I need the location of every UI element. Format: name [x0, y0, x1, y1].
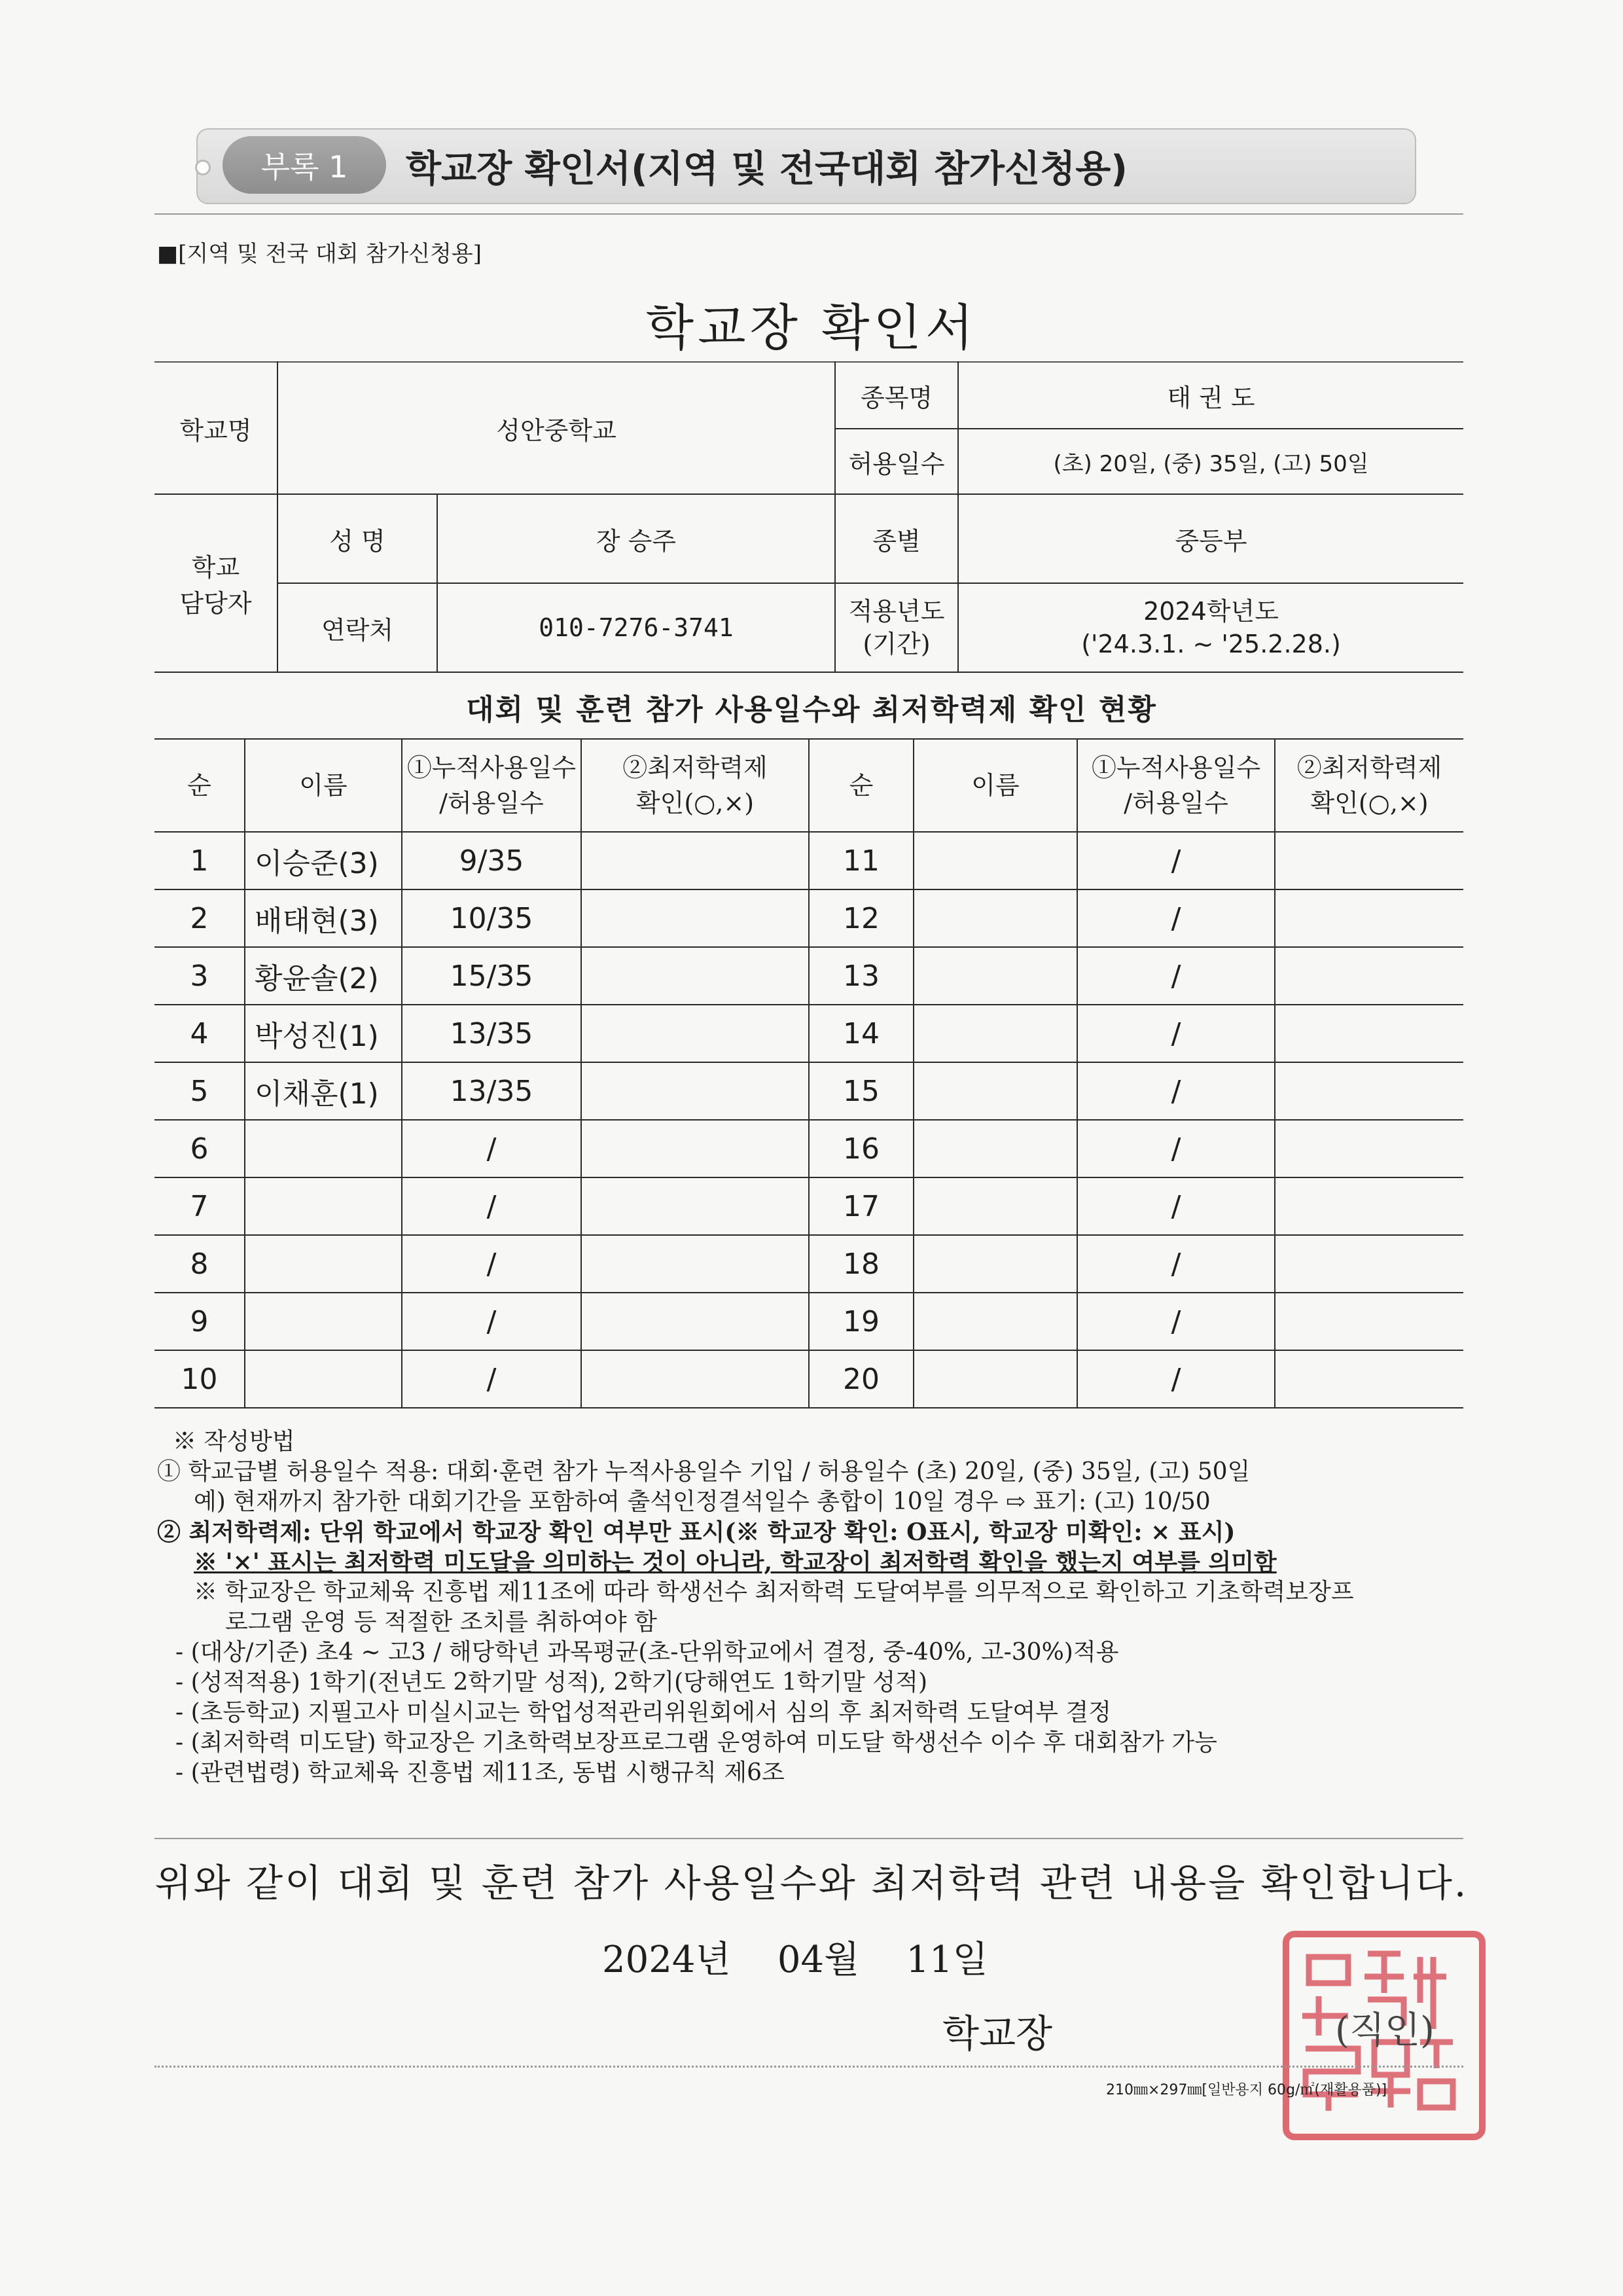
- header-days-right: [1077, 739, 1275, 832]
- table-row: [154, 889, 1463, 947]
- note-3: ※ '×' 표시는 최저학력 미도달을 의미하는 것이 아니라, 학교장이 최저학력 확인을 했는지 여부를 의미함: [194, 1549, 1277, 1576]
- appendix-tag: 부록 1: [223, 136, 386, 194]
- row-no: 18: [809, 1235, 914, 1293]
- note-4a: ※ 학교장은 학교체육 진흥법 제11조에 따라 학생선수 최저학력 도달여부를 의무적으로 확인하고 기초학력보장프: [194, 1579, 1354, 1605]
- row-days: 13/35: [402, 1005, 581, 1062]
- header-no-right: 순: [809, 739, 914, 832]
- row-days: /: [1077, 1005, 1275, 1062]
- division-label: 종별: [835, 494, 958, 583]
- header-rule: [154, 213, 1463, 215]
- header-academic-line2: 확인(○,×): [635, 789, 755, 817]
- row-no: 13: [809, 947, 914, 1005]
- note-bullet-2: - (성적적용) 1학기(전년도 2학기말 성적), 2학기(당해연도 1학기말 성적): [175, 1669, 927, 1696]
- row-name: [914, 1177, 1077, 1235]
- notes-rule: [154, 1838, 1463, 1839]
- row-name: [245, 1120, 402, 1177]
- row-name: 이채훈(1): [245, 1062, 402, 1120]
- allowed-days-value: (초) 20일, (중) 35일, (고) 50일: [958, 429, 1463, 494]
- row-academic: [1275, 947, 1463, 1005]
- note-bullet-5: - (관련법령) 학교체육 진흥법 제11조, 동법 시행규칙 제6조: [175, 1759, 785, 1786]
- row-academic: [581, 1005, 809, 1062]
- footer-dotted-rule: [154, 2066, 1463, 2068]
- row-days: /: [402, 1120, 581, 1177]
- row-academic: [1275, 889, 1463, 947]
- note-1b: 예) 현재까지 참가한 대회기간을 포함하여 출석인정결석일수 총합이 10일 경우 ⇨ 표기: (고) 10/50: [194, 1488, 1211, 1515]
- row-days: /: [1077, 1120, 1275, 1177]
- row-name: [245, 1177, 402, 1235]
- header-no-left: 순: [154, 739, 245, 832]
- row-days: /: [1077, 889, 1275, 947]
- row-no: 12: [809, 889, 914, 947]
- row-academic: [581, 1177, 809, 1235]
- row-academic: [581, 832, 809, 889]
- row-days: /: [402, 1177, 581, 1235]
- row-no: 4: [154, 1005, 245, 1062]
- header-academic-line1: ②최저학력제: [622, 753, 768, 782]
- row-days: 13/35: [402, 1062, 581, 1120]
- row-academic: [1275, 832, 1463, 889]
- row-name: [245, 1350, 402, 1408]
- row-no: 16: [809, 1120, 914, 1177]
- note-1a: ① 학교급별 허용일수 적용: 대회·훈련 참가 누적사용일수 기입 / 허용일수 (초) 20일, (중) 35일, (고) 50일: [157, 1458, 1251, 1485]
- manager-label-line2: 담당자: [179, 589, 252, 618]
- row-no: 1: [154, 832, 245, 889]
- table-row: [154, 1120, 1463, 1177]
- table-row: [154, 832, 1463, 889]
- row-days: 9/35: [402, 832, 581, 889]
- manager-label: [154, 494, 277, 672]
- manager-label-line1: 학교: [191, 553, 240, 582]
- school-name-label: 학교명: [154, 362, 277, 494]
- header-days-line1: ①누적사용일수: [1091, 753, 1261, 782]
- row-no: 14: [809, 1005, 914, 1062]
- appendix-title: 학교장 확인서(지역 및 전국대회 참가신청용): [406, 148, 1128, 190]
- row-no: 15: [809, 1062, 914, 1120]
- row-academic: [581, 1120, 809, 1177]
- row-name: 박성진(1): [245, 1005, 402, 1062]
- row-name: [914, 1235, 1077, 1293]
- row-academic: [1275, 1235, 1463, 1293]
- header-name-right: 이름: [914, 739, 1077, 832]
- row-academic: [1275, 1293, 1463, 1350]
- row-no: 17: [809, 1177, 914, 1235]
- header-days-line2: /허용일수: [1124, 789, 1228, 817]
- seal-label: (직인): [1335, 2009, 1435, 2052]
- contact-label: 연락처: [277, 583, 437, 672]
- row-name: [914, 1120, 1077, 1177]
- row-name: [914, 1005, 1077, 1062]
- row-academic: [581, 1350, 809, 1408]
- row-no: 7: [154, 1177, 245, 1235]
- row-no: 3: [154, 947, 245, 1005]
- instructions: [157, 1427, 1472, 1788]
- school-name-value: 성안중학교: [277, 362, 835, 494]
- paper-spec-note: 210㎜×297㎜[일반용지 60g/㎡(재활용품)]: [1106, 2082, 1387, 2098]
- person-name-label: 성 명: [277, 494, 437, 583]
- person-name-value: 장 승주: [437, 494, 835, 583]
- header-academic-left: [581, 739, 809, 832]
- row-academic: [1275, 1005, 1463, 1062]
- row-academic: [581, 1293, 809, 1350]
- row-name: [245, 1235, 402, 1293]
- table-row: [154, 1177, 1463, 1235]
- row-days: /: [1077, 1350, 1275, 1408]
- document-title: 학교장 확인서: [645, 298, 978, 357]
- header-academic-line1: ②최저학력제: [1296, 753, 1442, 782]
- table-row: [154, 947, 1463, 1005]
- row-days: /: [402, 1350, 581, 1408]
- allowed-days-label: 허용일수: [835, 429, 958, 494]
- row-academic: [581, 1062, 809, 1120]
- row-no: 19: [809, 1293, 914, 1350]
- row-name: [914, 1293, 1077, 1350]
- apply-year-label-line1: 적용년도: [848, 597, 945, 626]
- note-2: ② 최저학력제: 단위 학교에서 학교장 확인 여부만 표시(※ 학교장 확인: O표시, 학교장 미확인: × 표시): [157, 1518, 1236, 1546]
- table-row: [154, 1350, 1463, 1408]
- table-header-row: [154, 739, 1463, 832]
- form-subtitle: ■[지역 및 전국 대회 참가신청용]: [157, 241, 482, 267]
- row-no: 2: [154, 889, 245, 947]
- row-academic: [1275, 1177, 1463, 1235]
- apply-year-value-line2: ('24.3.1. ~ '25.2.28.): [1081, 630, 1341, 658]
- note-bullet-4: - (최저학력 미도달) 학교장은 기초학력보장프로그램 운영하여 미도달 학생선수 이수 후 대회참가 가능: [175, 1729, 1217, 1756]
- apply-year-label: [835, 583, 958, 672]
- row-no: 10: [154, 1350, 245, 1408]
- sport-value: 태 권 도: [958, 362, 1463, 429]
- header-days-left: [402, 739, 581, 832]
- header-days-line2: /허용일수: [439, 789, 544, 817]
- header-academic-right: [1275, 739, 1463, 832]
- row-name: [245, 1293, 402, 1350]
- notes-heading: ※ 작성방법: [173, 1428, 295, 1455]
- note-bullet-3: - (초등학교) 지필고사 미실시교는 학업성적관리위원회에서 심의 후 최저학력 도달여부 결정: [175, 1699, 1111, 1726]
- row-academic: [581, 889, 809, 947]
- row-name: [914, 1062, 1077, 1120]
- apply-year-label-line2: (기간): [863, 630, 931, 658]
- row-name: [914, 889, 1077, 947]
- row-no: 8: [154, 1235, 245, 1293]
- header-academic-line2: 확인(○,×): [1310, 789, 1429, 817]
- row-name: [914, 832, 1077, 889]
- apply-year-value-line1: 2024학년도: [1143, 597, 1279, 626]
- note-bullet-1: - (대상/기준) 초4 ~ 고3 / 해당학년 과목평균(초-단위학교에서 결정, 중-40%, 고-30%)적용: [175, 1639, 1119, 1666]
- row-days: /: [1077, 832, 1275, 889]
- confirmation-date: 2024년 04월 11일: [602, 1939, 988, 1981]
- section-title: 대회 및 훈련 참가 사용일수와 최저학력제 확인 현황: [466, 693, 1157, 726]
- row-days: /: [1077, 947, 1275, 1005]
- apply-year-value: [958, 583, 1463, 672]
- row-days: /: [1077, 1235, 1275, 1293]
- division-value: 중등부: [958, 494, 1463, 583]
- row-days: /: [1077, 1062, 1275, 1120]
- row-name: [914, 947, 1077, 1005]
- row-days: 10/35: [402, 889, 581, 947]
- row-academic: [1275, 1062, 1463, 1120]
- row-name: 황윤솔(2): [245, 947, 402, 1005]
- usage-days-table: [154, 738, 1463, 1408]
- row-name: [914, 1350, 1077, 1408]
- row-academic: [581, 947, 809, 1005]
- row-name: 배태현(3): [245, 889, 402, 947]
- row-days: /: [1077, 1293, 1275, 1350]
- row-academic: [1275, 1350, 1463, 1408]
- banner-hook-icon: [195, 160, 211, 175]
- row-academic: [581, 1235, 809, 1293]
- header-days-line1: ①누적사용일수: [406, 753, 577, 782]
- table-row: [154, 1005, 1463, 1062]
- note-4b: 로그램 운영 등 적절한 조치를 취하여야 함: [225, 1609, 657, 1636]
- principal-label: 학교장: [942, 2011, 1053, 2056]
- row-no: 20: [809, 1350, 914, 1408]
- row-days: /: [402, 1235, 581, 1293]
- sport-label: 종목명: [835, 362, 958, 429]
- row-academic: [1275, 1120, 1463, 1177]
- contact-value: 010-7276-3741: [437, 583, 835, 672]
- confirmation-statement: 위와 같이 대회 및 훈련 참가 사용일수와 최저학력 관련 내용을 확인합니다.: [154, 1861, 1469, 1905]
- row-days: /: [402, 1293, 581, 1350]
- table-row: [154, 1235, 1463, 1293]
- table-row: [154, 1293, 1463, 1350]
- header-name-left: 이름: [245, 739, 402, 832]
- row-name: 이승준(3): [245, 832, 402, 889]
- school-info-table: [154, 361, 1463, 673]
- row-days: 15/35: [402, 947, 581, 1005]
- row-no: 9: [154, 1293, 245, 1350]
- row-days: /: [1077, 1177, 1275, 1235]
- row-no: 5: [154, 1062, 245, 1120]
- row-no: 11: [809, 832, 914, 889]
- table-row: [154, 1062, 1463, 1120]
- row-no: 6: [154, 1120, 245, 1177]
